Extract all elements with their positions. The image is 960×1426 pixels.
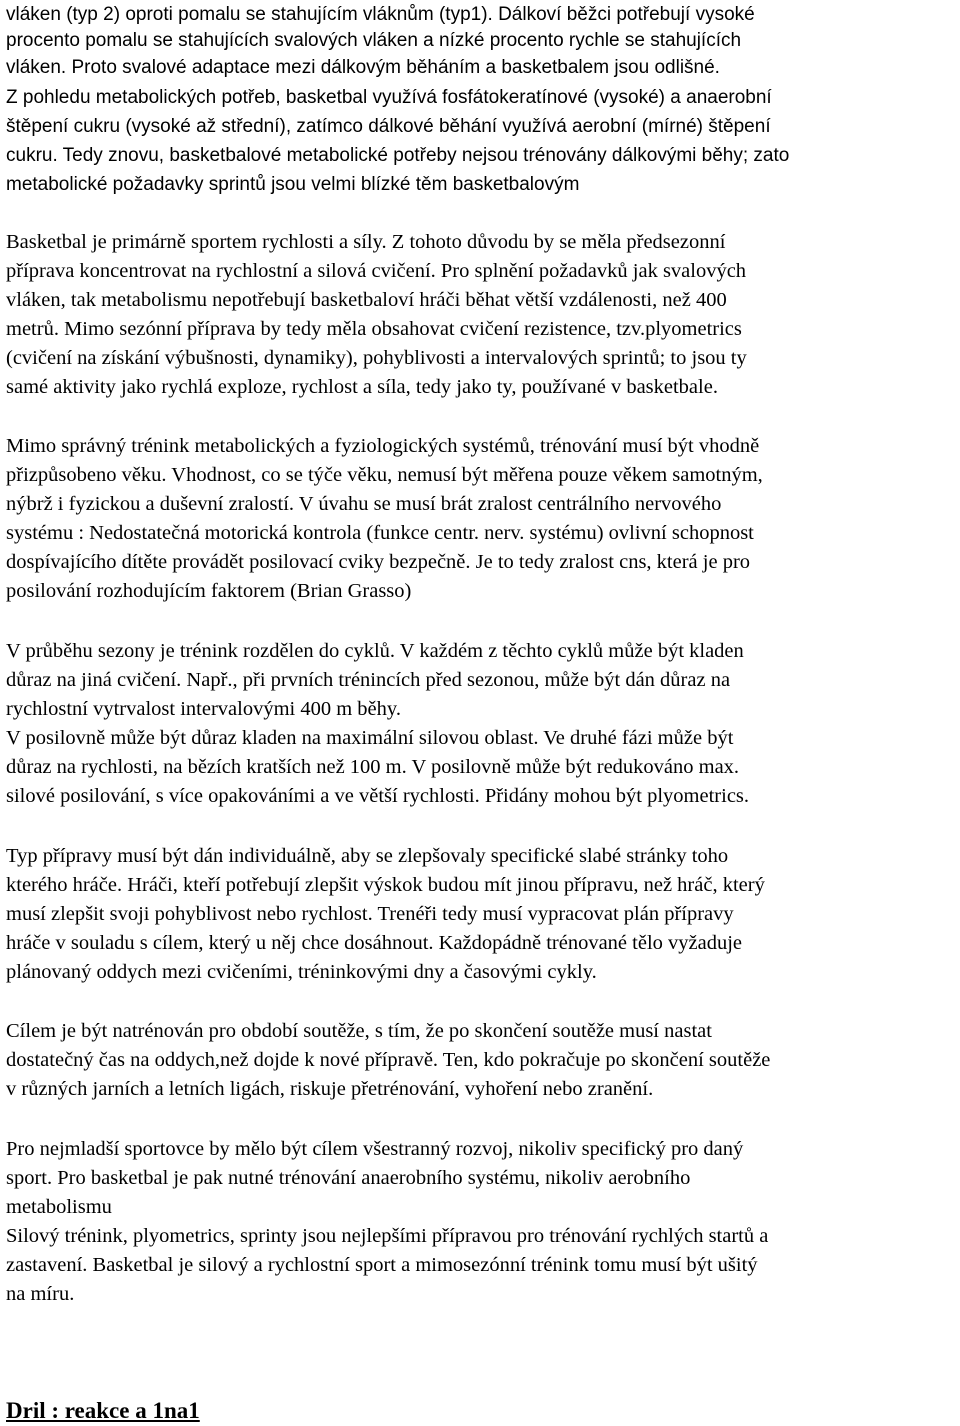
- paragraph-line: V průběhu sezony je trénink rozdělen do cyklů. V každém z těchto cyklů může být kladen: [6, 640, 744, 662]
- paragraph-line: hráče v souladu s cílem, který u něj chce dosáhnout. Každopádně trénované tělo vyžaduje: [6, 932, 743, 954]
- paragraph-line: Z pohledu metabolických potřeb, basketbal využívá fosfátokeratínové (vysoké) a anaerobní: [6, 87, 772, 108]
- paragraph-line: Basketbal je primárně sportem rychlosti a síly. Z tohoto důvodu by se měla předsezonní: [6, 231, 726, 253]
- paragraph-line: systému : Nedostatečná motorická kontrola (funkce centr. nerv. systému) ovlivní schopnost: [6, 522, 754, 544]
- paragraph-line: dospívajícího dítěte provádět posilovací cviky bezpečně. Je to tedy zralost cns, která je pro: [6, 551, 751, 573]
- paragraph-line: Silový trénink, plyometrics, sprinty jsou nejlepšími přípravou pro trénování rychlých startů a: [6, 1225, 769, 1247]
- paragraph-line: cukru. Tedy znovu, basketbalové metabolické potřeby nejsou trénovány dálkovými běhy; zato: [6, 145, 790, 166]
- paragraph-line: na míru.: [6, 1283, 75, 1305]
- paragraph-line: plánovaný oddych mezi cvičeními, tréninkovými dny a časovými cykly.: [6, 961, 597, 983]
- paragraph-line: vláken. Proto svalové adaptace mezi dálkovým běháním a basketbalem jsou odlišné.: [6, 57, 720, 78]
- paragraph-line: metrů. Mimo sezónní příprava by tedy měla obsahovat cvičení rezistence, tzv.plyometrics: [6, 318, 742, 340]
- paragraph-line: vláken, tak metabolismu nepotřebují basketbaloví hráči běhat větší vzdálenosti, než 400: [6, 289, 727, 311]
- paragraph-line: nýbrž i fyzickou a duševní zralostí. V úvahu se musí brát zralost centrálního nervového: [6, 493, 722, 515]
- paragraph-line: vláken (typ 2) oproti pomalu se stahujícím vláknům (typ1). Dálkoví běžci potřebují vysoké: [6, 4, 755, 25]
- section-heading: Dril : reakce a 1na1: [6, 1398, 200, 1423]
- paragraph-line: zastavení. Basketbal je silový a rychlostní sport a mimosezónní trénink tomu musí být ušitý: [6, 1254, 758, 1276]
- paragraph-line: samé aktivity jako rychlá exploze, rychlost a síla, tedy jako ty, používané v basketbale.: [6, 376, 718, 398]
- paragraph-line: procento pomalu se stahujících svalových vláken a nízké procento rychle se stahujících: [6, 30, 742, 51]
- paragraph-line: důraz na jiná cvičení. Např., při prvních trénincích před sezonou, může být dán důraz na: [6, 669, 731, 691]
- paragraph-line: V posilovně může být důraz kladen na maximální silovou oblast. Ve druhé fázi může být: [6, 727, 734, 749]
- paragraph-line: Typ přípravy musí být dán individuálně, aby se zlepšovaly specifické slabé stránky toho: [6, 845, 729, 867]
- paragraph-line: dostatečný čas na oddych,než dojde k nové přípravě. Ten, kdo pokračuje po skončení soutěže: [6, 1049, 771, 1071]
- paragraph-line: přizpůsobeno věku. Vhodnost, co se týče věku, nemusí být měřena pouze věkem samotným,: [6, 464, 763, 486]
- paragraph-line: v různých jarních a letních ligách, riskuje přetrénování, vyhoření nebo zranění.: [6, 1078, 654, 1100]
- paragraph-line: (cvičení na získání výbušnosti, dynamiky), pohyblivosti a intervalových sprintů; to jsou ty: [6, 347, 747, 369]
- paragraph-line: sport. Pro basketbal je pak nutné trénování anaerobního systému, nikoliv aerobního: [6, 1167, 691, 1189]
- paragraph-line: musí zlepšit svoji pohyblivost nebo rychlost. Trenéři tedy musí vypracovat plán přípravy: [6, 903, 734, 925]
- paragraph-line: důraz na rychlosti, na bězích kratších než 100 m. V posilovně může být redukováno max.: [6, 756, 740, 778]
- paragraph-line: Cílem je být natrénován pro období soutěže, s tím, že po skončení soutěže musí nastat: [6, 1020, 712, 1042]
- paragraph-line: kterého hráče. Hráči, kteří potřebují zlepšit výskok budou mít jinou přípravu, než hráč, který: [6, 874, 765, 896]
- paragraph-line: posilování rozhodujícím faktorem (Brian Grasso): [6, 580, 412, 602]
- paragraph-line: štěpení cukru (vysoké až střední), zatímco dálkové běhání využívá aerobní (mírné) štěpení: [6, 116, 771, 137]
- paragraph-line: rychlostní vytrvalost intervalovými 400 m běhy.: [6, 698, 401, 720]
- paragraph-line: Mimo správný trénink metabolických a fyziologických systémů, trénování musí být vhodně: [6, 435, 760, 457]
- paragraph-line: Pro nejmladší sportovce by mělo být cílem všestranný rozvoj, nikoliv specifický pro daný: [6, 1138, 744, 1160]
- paragraph-line: metabolismu: [6, 1196, 112, 1218]
- paragraph-line: silové posilování, s více opakováními a ve větší rychlosti. Přidány mohou být plyometrics.: [6, 785, 750, 807]
- paragraph-line: metabolické požadavky sprintů jsou velmi blízké těm basketbalovým: [6, 174, 580, 195]
- paragraph-line: příprava koncentrovat na rychlostní a silová cvičení. Pro splnění požadavků jak svalových: [6, 260, 747, 282]
